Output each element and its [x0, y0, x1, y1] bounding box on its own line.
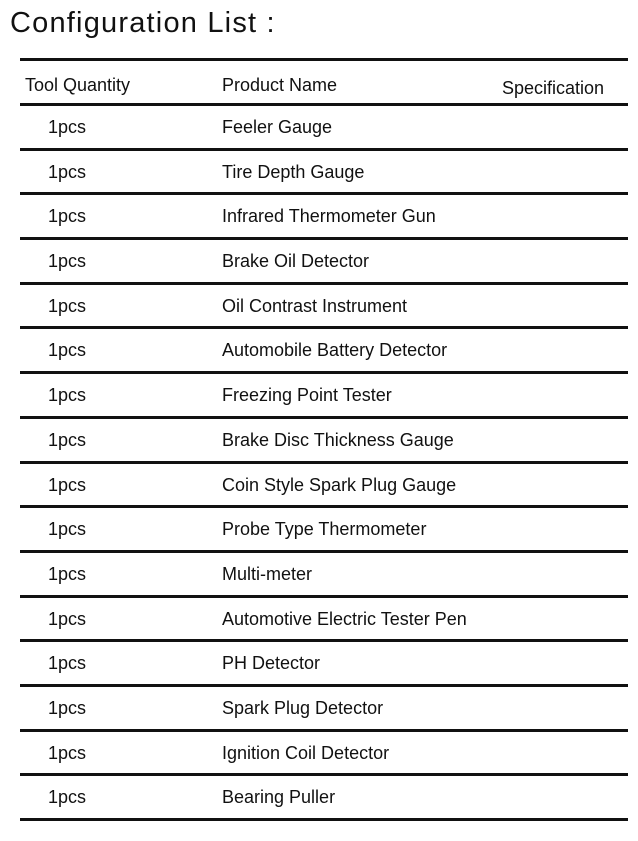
cell-product-name: Probe Type Thermometer: [222, 519, 427, 540]
cell-product-name: Freezing Point Tester: [222, 385, 392, 406]
cell-quantity: 1pcs: [48, 474, 87, 495]
cell-quantity: 1pcs: [48, 117, 87, 137]
cell-quantity: 1pcs: [48, 295, 87, 316]
cell-product-name: Automobile Battery Detector: [222, 340, 448, 361]
table-header: [20, 58, 628, 106]
table-row: [20, 464, 628, 509]
cell-quantity: 1pcs: [48, 787, 87, 808]
table-row: [20, 419, 628, 464]
table-row: [20, 642, 628, 687]
cell-product-name: Brake Disc Thickness Gauge: [222, 429, 454, 450]
table-body: [20, 106, 628, 821]
table-row: [20, 687, 628, 732]
cell-product-name: Oil Contrast Instrument: [222, 295, 408, 316]
cell-quantity: 1pcs: [48, 206, 87, 227]
table-row: [20, 106, 628, 151]
table-row: [20, 374, 628, 419]
table-row: [20, 329, 628, 374]
table-row: [20, 195, 628, 240]
header-product-name: Product Name: [222, 75, 338, 95]
cell-quantity: 1pcs: [48, 742, 87, 763]
cell-product-name: Feeler Gauge: [222, 117, 333, 137]
cell-product-name: Tire Depth Gauge: [222, 161, 365, 182]
table-row: [20, 151, 628, 196]
header-specification: Specification: [502, 78, 605, 98]
page-title: Configuration List :: [10, 7, 276, 39]
cell-product-name: Coin Style Spark Plug Gauge: [222, 474, 457, 495]
cell-quantity: 1pcs: [48, 519, 87, 540]
cell-quantity: 1pcs: [48, 608, 87, 629]
cell-product-name: Automotive Electric Tester Pen: [222, 608, 467, 629]
table-row: [20, 598, 628, 643]
cell-product-name: Multi-meter: [222, 563, 313, 584]
cell-quantity: 1pcs: [48, 340, 87, 361]
cell-quantity: 1pcs: [48, 653, 87, 674]
cell-quantity: 1pcs: [48, 563, 87, 584]
table-row: [20, 553, 628, 598]
table-row: [20, 508, 628, 553]
cell-product-name: PH Detector: [222, 653, 321, 674]
table-row: [20, 240, 628, 285]
cell-product-name: Brake Oil Detector: [222, 251, 370, 272]
cell-quantity: 1pcs: [48, 697, 87, 718]
cell-product-name: Infrared Thermometer Gun: [222, 206, 436, 227]
header-tool-quantity: Tool Quantity: [25, 75, 131, 95]
cell-quantity: 1pcs: [48, 251, 87, 272]
table-row: [20, 776, 628, 821]
table-row: [20, 732, 628, 777]
cell-quantity: 1pcs: [48, 429, 87, 450]
table-row: [20, 285, 628, 330]
configuration-table: [20, 58, 628, 821]
cell-quantity: 1pcs: [48, 385, 87, 406]
cell-quantity: 1pcs: [48, 161, 87, 182]
cell-product-name: Ignition Coil Detector: [222, 742, 390, 763]
cell-product-name: Bearing Puller: [222, 787, 336, 808]
cell-product-name: Spark Plug Detector: [222, 697, 384, 718]
